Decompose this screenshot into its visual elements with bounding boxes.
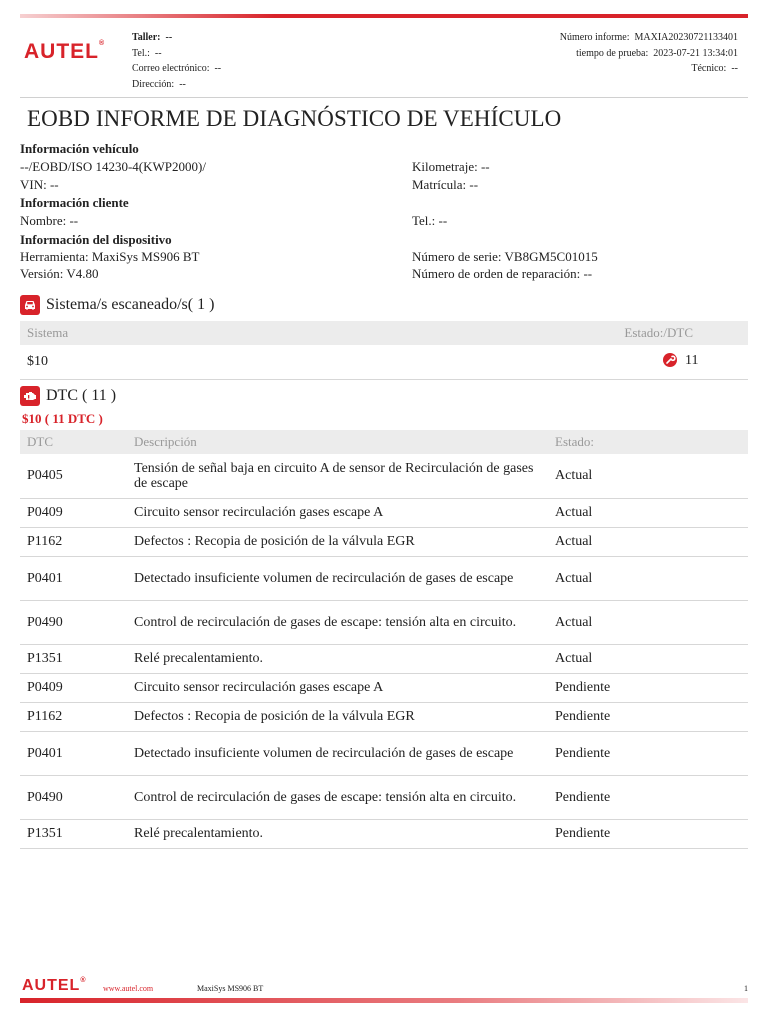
dtc-description: Defectos : Recopia de posición de la válvula EGR [127,702,548,731]
dtc-status: Pendiente [548,819,748,848]
dtc-status: Pendiente [548,702,748,731]
footer-logo: AUTEL® [22,977,86,994]
page-title: EOBD INFORME DE DIAGNÓSTICO DE VEHÍCULO [27,106,562,131]
report-info: Número informe: MAXIA20230721133401 tiempo de prueba: 2023-07-21 13:34:01 Técnico: -- [559,32,738,74]
table-row [20,600,748,644]
dtc-code: P0409 [20,498,127,527]
dtc-status: Actual [548,498,748,527]
dtc-description: Relé precalentamiento. [127,819,548,848]
col-system: Sistema [20,321,604,345]
footer-url[interactable]: www.autel.com [103,984,154,993]
client-tel: Tel.: -- [412,213,448,228]
dtc-description: Control de recirculación de gases de escape: tensión alta en circuito. [127,600,548,644]
dtc-status: Actual [548,527,748,556]
table-row [20,527,748,556]
dtc-code: P0401 [20,556,127,600]
dtc-description: Detectado insuficiente volumen de recirculación de gases de escape [127,731,548,775]
table-row [20,454,748,498]
dtc-subheading: $10 ( 11 DTC ) [22,411,103,426]
dtc-code: P0401 [20,731,127,775]
table-row [20,673,748,702]
dtc-status: Actual [548,600,748,644]
car-icon [20,295,40,315]
table-row [20,775,748,819]
dtc-heading: DTC ( 11 ) [20,386,116,406]
dtc-code: P1351 [20,819,127,848]
table-row [20,819,748,848]
dtc-description: Relé precalentamiento. [127,644,548,673]
dtc-description: Defectos : Recopia de posición de la válvula EGR [127,527,548,556]
vehicle-heading: Información vehículo [20,141,139,156]
autel-logo: AUTEL® [24,40,105,63]
dtc-description: Tensión de señal baja en circuito A de sensor de Recirculación de gases de escape [127,454,548,498]
dtc-code: P1162 [20,702,127,731]
dtc-code: P1162 [20,527,127,556]
dtc-status: Pendiente [548,731,748,775]
device-repair-order: Número de orden de reparación: -- [412,266,593,281]
dtc-description: Detectado insuficiente volumen de recirculación de gases de escape [127,556,548,600]
client-name: Nombre: -- [20,213,79,228]
device-heading: Información del dispositivo [20,232,172,247]
device-serial: Número de serie: VB8GM5C01015 [412,249,598,264]
col-status: Estado:/DTC [604,321,748,345]
dtc-table [20,430,748,849]
system-name: $10 [20,345,604,379]
page-footer [20,977,748,1000]
table-row [20,345,748,379]
vehicle-vin: VIN: -- [20,177,59,192]
dtc-code: P0490 [20,600,127,644]
footer-product: MaxiSys MS906 BT [197,984,264,993]
bottom-accent-bar [20,998,748,1003]
device-version: Versión: V4.80 [20,266,99,281]
dtc-code: P0409 [20,673,127,702]
dtc-status: Actual [548,644,748,673]
dtc-status: Pendiente [548,775,748,819]
dtc-code: P1351 [20,644,127,673]
table-row [20,556,748,600]
dtc-status: Actual [548,556,748,600]
wrench-icon [663,353,677,367]
vehicle-km: Kilometraje: -- [412,159,490,174]
system-status: 11 [604,345,748,379]
device-tool: Herramienta: MaxiSys MS906 BT [20,249,200,264]
header-divider [20,97,748,98]
dtc-description: Circuito sensor recirculación gases escape A [127,673,548,702]
systems-table [20,321,748,380]
table-row [20,731,748,775]
vehicle-plate: Matrícula: -- [412,177,479,192]
systems-heading: Sistema/s escaneado/s( 1 ) [20,295,214,315]
workshop-info: Taller: -- Tel.: -- Correo electrónico: -- Dirección: -- [132,32,222,90]
top-accent-bar [20,14,748,18]
col-description: Descripción [127,430,548,454]
vehicle-protocol: --/EOBD/ISO 14230-4(KWP2000)/ [20,159,206,174]
table-row [20,644,748,673]
client-heading: Información cliente [20,195,129,210]
table-row [20,498,748,527]
dtc-status: Actual [548,454,748,498]
dtc-code: P0405 [20,454,127,498]
dtc-status: Pendiente [548,673,748,702]
dtc-code: P0490 [20,775,127,819]
page-number: 1 [744,984,748,993]
engine-icon [20,386,40,406]
col-dtc-status: Estado: [548,430,748,454]
dtc-description: Circuito sensor recirculación gases escape A [127,498,548,527]
table-row [20,702,748,731]
dtc-description: Control de recirculación de gases de escape: tensión alta en circuito. [127,775,548,819]
col-dtc: DTC [20,430,127,454]
